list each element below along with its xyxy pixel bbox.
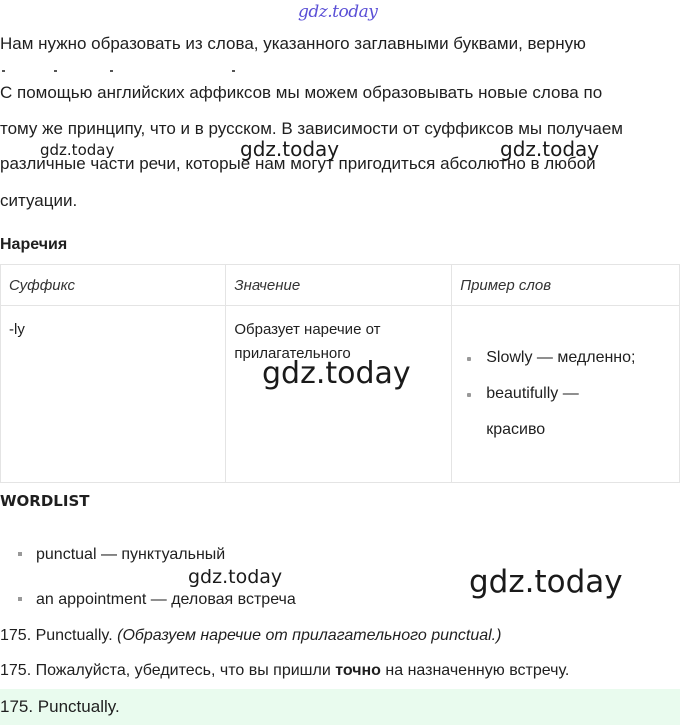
intro-line-5: ситуации. (0, 191, 78, 210)
emphasis-word: точно (335, 662, 381, 679)
watermark-top: gdz.today (298, 2, 378, 22)
column-header: Пример слов (452, 265, 680, 306)
column-header: Суффикс (1, 265, 226, 306)
task-line-1: 175. Punctually. (Образуем наречие от прилагательного punctual.) (0, 627, 502, 644)
list-item: punctual — пунктуальный (0, 546, 225, 564)
watermark: gdz.today (240, 137, 340, 161)
wordlist-heading: WORDLIST (0, 492, 90, 510)
examples-list (460, 340, 671, 448)
section-heading: Наречия (0, 236, 68, 253)
watermark: gdz.today (469, 564, 623, 600)
table-row (1, 306, 680, 483)
list-item: beautifully — красиво (486, 376, 616, 448)
meaning-cell: Образует наречие от прилагательного (226, 306, 452, 483)
task-line-2: 175. Пожалуйста, убедитесь, что вы пришли точно на назначенную встречу. (0, 662, 570, 679)
list-item: Slowly — медленно; (486, 340, 671, 376)
watermark: gdz.today (500, 137, 600, 161)
watermark: gdz.today (40, 141, 115, 159)
watermark: gdz.today (188, 566, 283, 588)
examples-cell (452, 306, 680, 483)
answer-text: 175. Punctually. (0, 697, 120, 716)
intro-line-2: С помощью английских аффиксов мы можем образовывать новые слова по (0, 83, 603, 102)
list-item: an appointment — деловая встреча (0, 591, 296, 609)
watermark: gdz.today (262, 356, 411, 391)
intro-line-4: различные части речи, которые нам могут пригодиться абсолютно в любой (0, 154, 596, 173)
column-header: Значение (226, 265, 452, 306)
task-note: (Образуем наречие от прилагательного punctual.) (117, 627, 502, 644)
intro-line-1: Нам нужно образовать из слова, указанного заглавными буквами, верную (0, 34, 586, 53)
intro-line-3: тому же принципу, что и в русском. В зависимости от суффиксов мы получаем (0, 119, 623, 138)
suffix-cell: -ly (1, 306, 226, 483)
answer-box (0, 689, 680, 725)
table-header-row (1, 265, 680, 306)
cut-line-remnant (0, 68, 250, 74)
